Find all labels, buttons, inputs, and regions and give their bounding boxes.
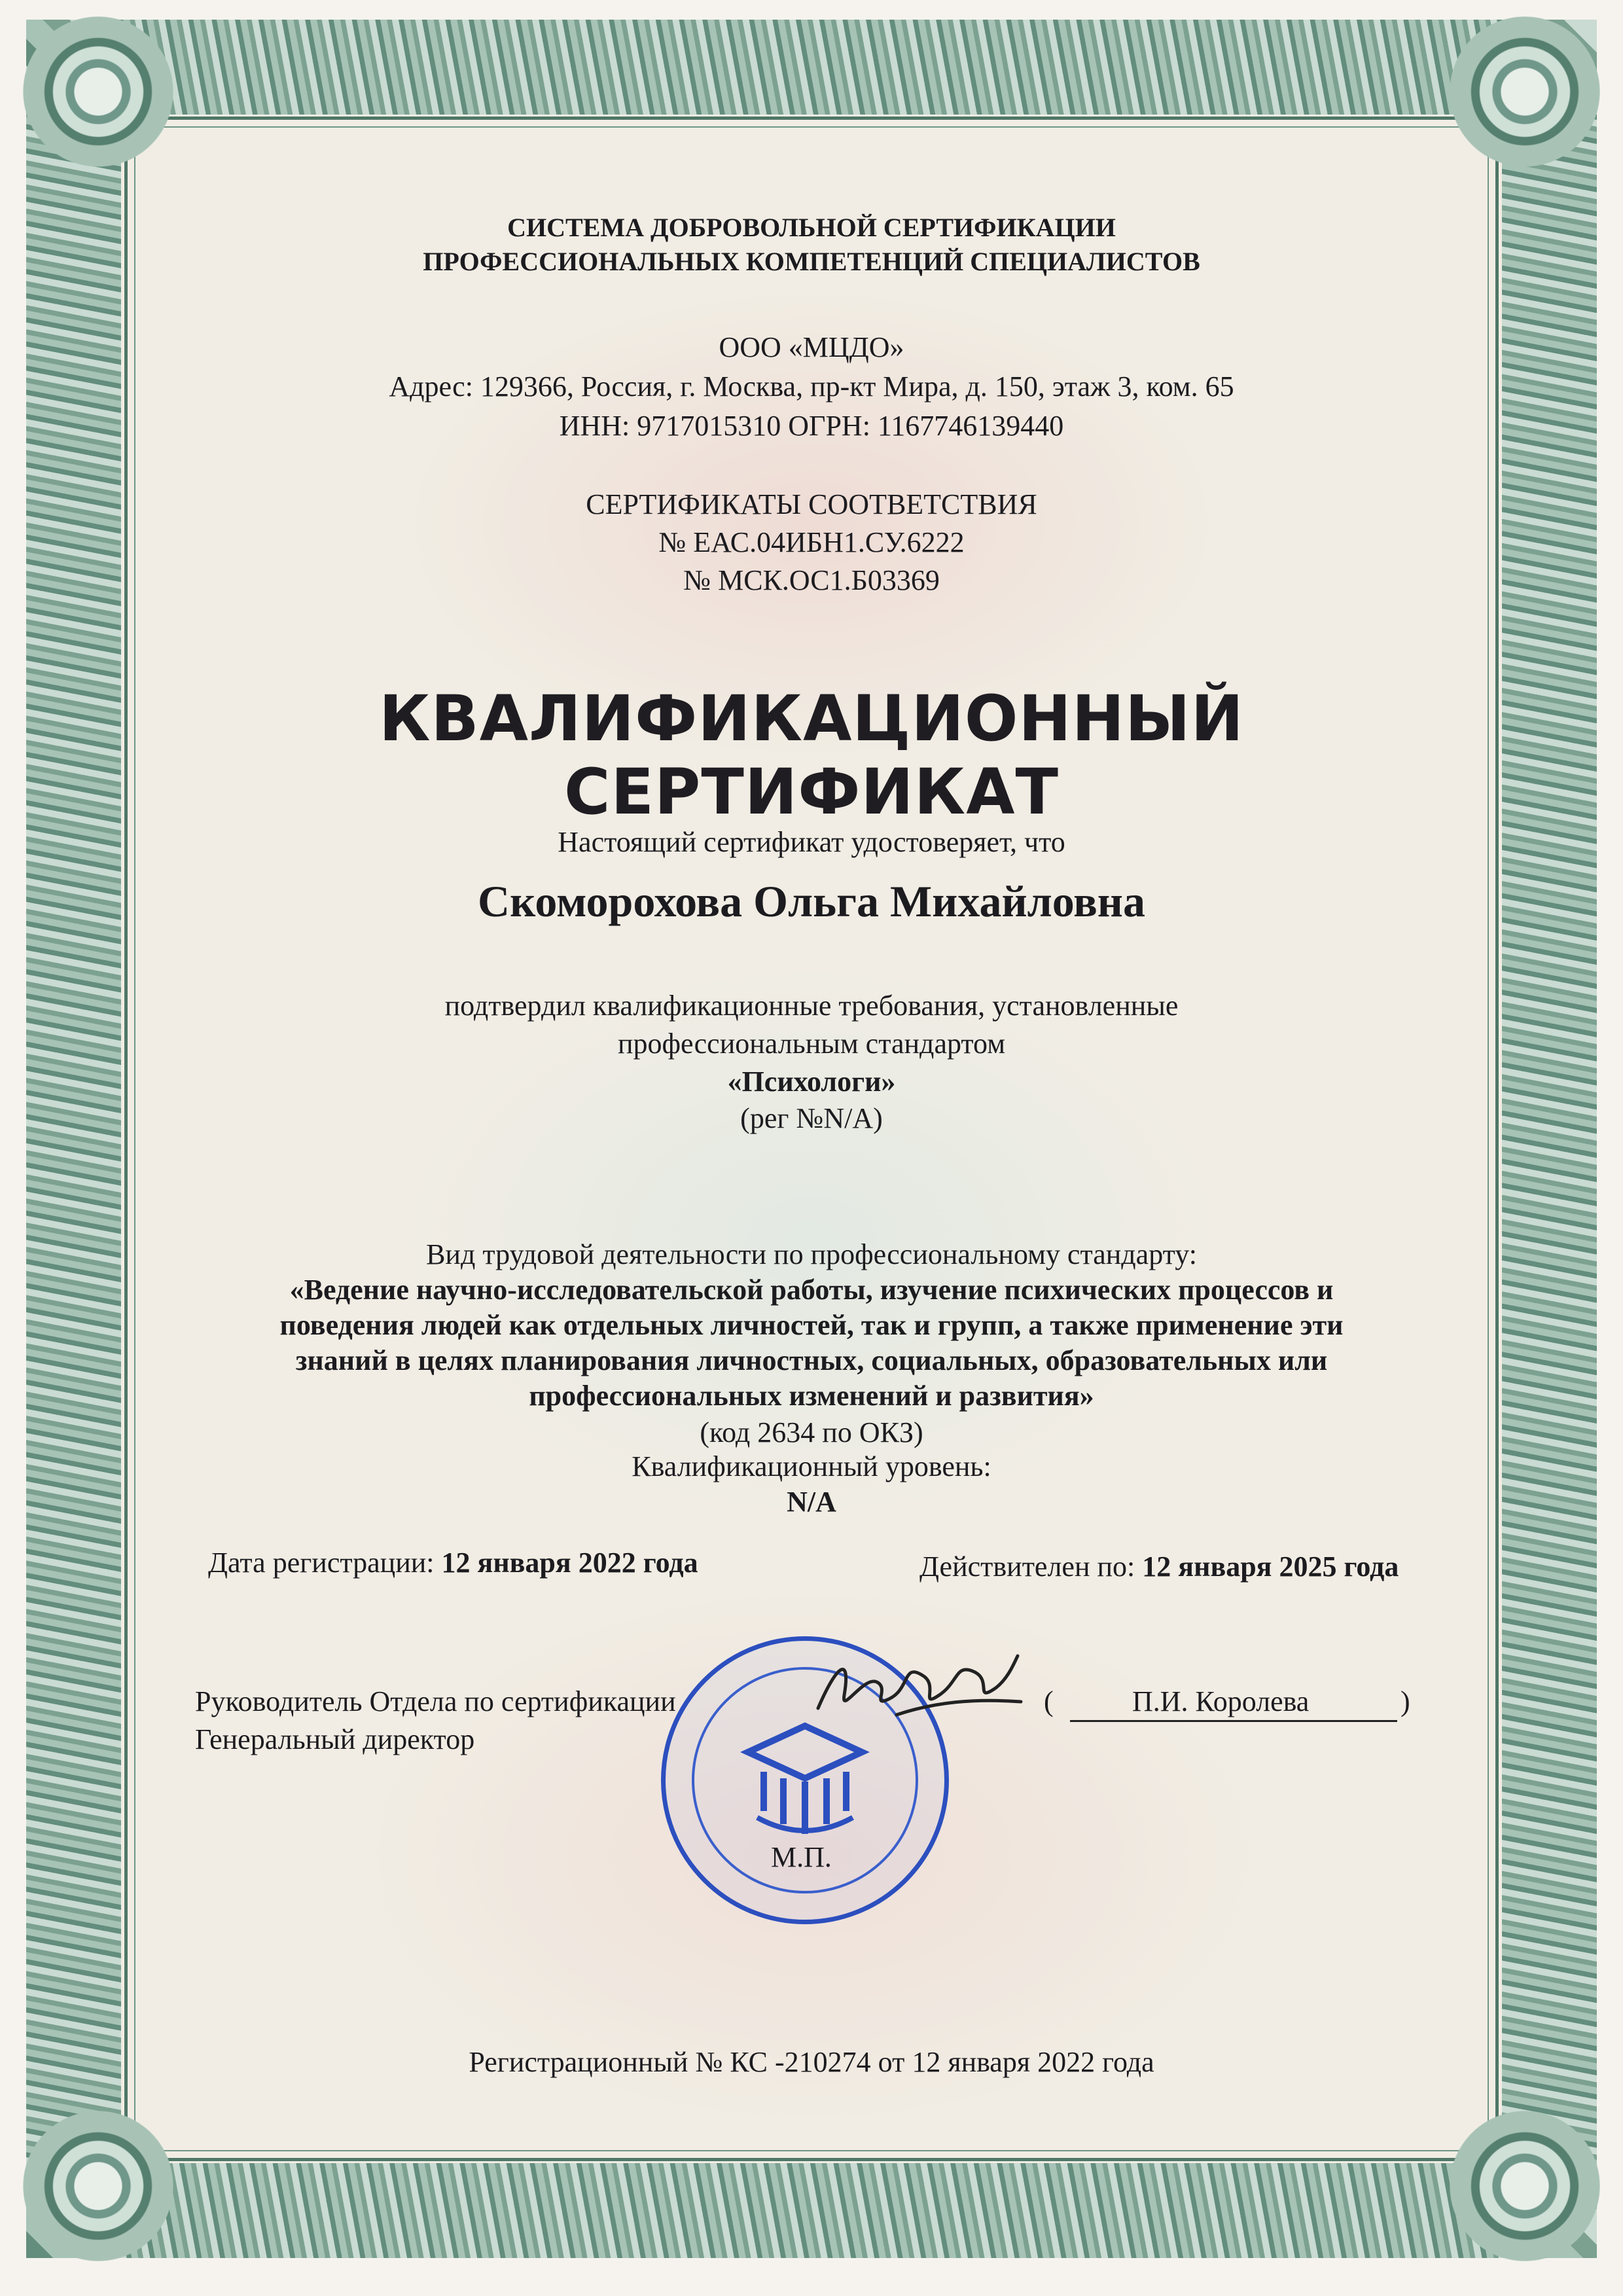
activity-line1: «Ведение научно-исследовательской работы, изучение психических процессов и	[289, 1274, 1334, 1306]
certifies-text: Настоящий сертификат удостоверяет, что	[558, 826, 1065, 858]
valid-until-value: 12 января 2025 года	[1142, 1551, 1399, 1583]
organization-address: Адрес: 129366, Россия, г. Москва, пр-кт Мира, д. 150, этаж 3, ком. 65	[389, 370, 1234, 403]
standard-reg: (рег №N/A)	[740, 1102, 883, 1134]
activity-line3: знаний в целях планирования личностных, социальных, образовательных или	[295, 1344, 1328, 1376]
seal-mark: М.П.	[771, 1841, 832, 1873]
signature-underline	[1070, 1720, 1397, 1722]
holder-name: Скоморохова Ольга Михайловна	[478, 876, 1145, 926]
organization-name: ООО «МЦДО»	[719, 331, 904, 363]
valid-until-label: Действителен по:	[919, 1551, 1135, 1583]
registration-date	[208, 1545, 698, 1581]
signer-name: П.И. Королева	[1132, 1685, 1310, 1717]
standard-name: «Психологи»	[727, 1066, 896, 1098]
activity-line4: профессиональных изменений и развития»	[529, 1380, 1094, 1412]
system-header-line2: ПРОФЕССИОНАЛЬНЫХ КОМПЕТЕНЦИЙ СПЕЦИАЛИСТОВ	[423, 247, 1200, 276]
activity-label: Вид трудовой деятельности по профессиональному стандарту:	[426, 1238, 1197, 1270]
registration-date-value: 12 января 2022 года	[441, 1547, 698, 1579]
certificate-title: КВАЛИФИКАЦИОННЫЙ СЕРТИФИКАТ	[379, 682, 1244, 829]
qualification-value: N/A	[787, 1486, 836, 1518]
paren-open: (	[1044, 1685, 1054, 1717]
confirmed-text-line1: подтвердил квалификационные требования, установленные	[444, 990, 1179, 1022]
qualification-label: Квалификационный уровень:	[632, 1450, 991, 1482]
conformity-cert-2: № МСК.ОС1.Б03369	[683, 564, 940, 596]
registration-date-label: Дата регистрации:	[208, 1547, 435, 1579]
activity-line2: поведения людей как отдельных личностей, так и групп, а также применение эти	[279, 1309, 1344, 1341]
registration-number: Регистрационный № КС -210274 от 12 января 2022 года	[469, 2046, 1154, 2078]
valid-until-date	[919, 1549, 1399, 1585]
signatory-role-2: Генеральный директор	[195, 1723, 475, 1755]
handwritten-signature	[805, 1636, 1027, 1741]
paren-close: )	[1400, 1685, 1410, 1717]
conformity-title: СЕРТИФИКАТЫ СООТВЕТСТВИЯ	[586, 488, 1037, 520]
confirmed-text-line2: профессиональным стандартом	[617, 1028, 1006, 1060]
okz-code: (код 2634 по ОКЗ)	[700, 1416, 923, 1448]
conformity-cert-1: № ЕАС.04ИБН1.СУ.6222	[658, 526, 965, 558]
organization-ids: ИНН: 9717015310 ОГРН: 1167746139440	[559, 410, 1064, 442]
system-header-line1: СИСТЕМА ДОБРОВОЛЬНОЙ СЕРТИФИКАЦИИ	[507, 213, 1116, 242]
signatory-role-1: Руководитель Отдела по сертификации	[195, 1685, 676, 1717]
